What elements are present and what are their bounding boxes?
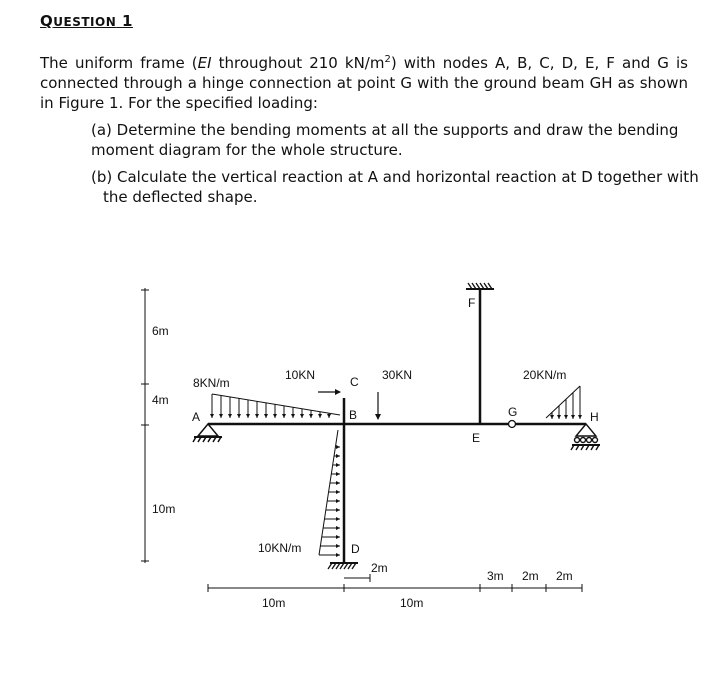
part-b: (b) Calculate the vertical reaction at A and horizontal reaction at D together with the deflected shape. <box>91 168 699 206</box>
fixed-support-f <box>466 283 494 289</box>
dim-10m-vertical: 10m <box>152 502 176 516</box>
load-10knm-column-label: 10KN/m <box>258 541 302 555</box>
fixed-support-d <box>328 563 358 569</box>
udl-20kn-triangular <box>546 386 580 419</box>
node-a-label: A <box>192 410 201 424</box>
node-c-label: C <box>350 375 359 389</box>
udl-10kn-column <box>319 430 340 555</box>
dim-6m: 6m <box>152 324 169 338</box>
node-e-label: E <box>472 431 481 445</box>
roller-support-h <box>571 424 600 450</box>
question-number: 1 <box>121 12 133 30</box>
load-20kn-label: 20KN/m <box>523 368 567 382</box>
node-d-label: D <box>351 542 360 556</box>
load-30kn-label: 30KN <box>382 368 413 382</box>
dim-2m-a: 2m <box>522 569 539 583</box>
load-10kn-label: 10KN <box>285 368 316 382</box>
intro-text-1: The uniform frame ( <box>40 54 198 72</box>
dim-10m-left: 10m <box>262 596 286 610</box>
dim-2m-b: 2m <box>556 569 573 583</box>
load-8kn-label: 8KN/m <box>193 376 230 390</box>
udl-8kn-triangular <box>212 394 340 418</box>
intro-ei: EI <box>197 54 212 72</box>
node-h-label: H <box>590 410 599 424</box>
intro-text-3: ) with nodes A, B, C, D, E, F and G is connected through a hinge connection at point G with the ground beam GH as shown in Figure 1. For the specified loading: <box>40 54 688 112</box>
hinge-g <box>509 421 516 428</box>
node-g-label: G <box>508 405 518 419</box>
node-b-label: B <box>349 408 358 422</box>
heading-initial: Q <box>40 12 54 30</box>
dim-4m: 4m <box>152 393 169 407</box>
intro-text-2: throughout 210 kN/m <box>211 54 385 72</box>
node-f-label: F <box>468 296 476 310</box>
pin-support-a <box>193 424 222 442</box>
dim-2m-offset: 2m <box>371 561 388 575</box>
vertical-dimension <box>141 288 149 563</box>
heading-rest: UESTION <box>53 15 117 29</box>
dim-10m-right: 10m <box>400 596 424 610</box>
part-a: (a) Determine the bending moments at all the supports and draw the bending moment diagram for the whole structure. <box>91 121 679 159</box>
intro-superscript: 2 <box>384 54 391 65</box>
dim-3m: 3m <box>487 569 504 583</box>
